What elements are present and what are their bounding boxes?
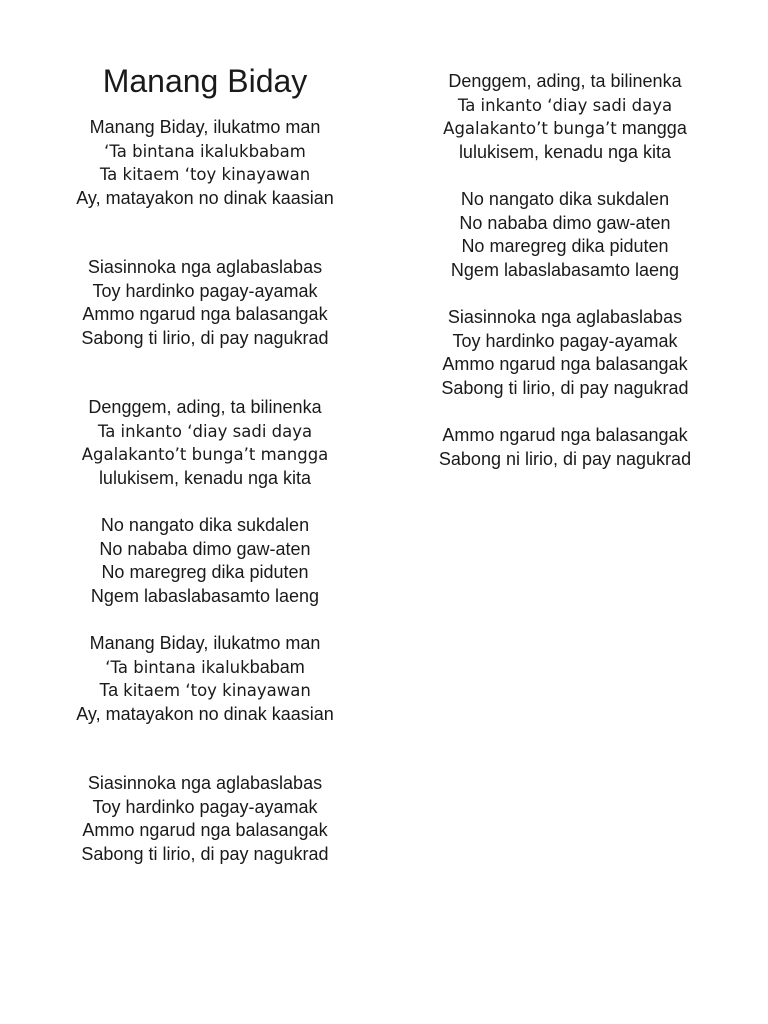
lyric-line: Siasinnoka nga aglabaslabas: [87, 257, 323, 277]
lyric-fragment: mangga: [616, 118, 687, 138]
lyric-line: Toy hardinko pagay-ayamak: [452, 330, 678, 351]
lyric-line: No nangato dika sukdalen: [460, 189, 670, 209]
lyric-line: Toy hardinko pagay-ayamak: [92, 280, 318, 301]
lyric-line: Denggem, ading, ta bilinenka: [448, 71, 682, 91]
right-stanza-2: [400, 188, 730, 282]
lyric-line: Ammo ngarud nga balasangak: [442, 354, 688, 374]
song-title: Manang Biday: [102, 63, 308, 99]
lyric-line: No maregreg dika piduten: [101, 562, 309, 582]
lyric-line: [40, 679, 370, 703]
left-stanza-3: [40, 396, 370, 490]
lyric-line: Siasinnoka nga aglabaslabas: [447, 307, 683, 327]
lyric-line: Ammo ngarud nga balasangak: [442, 425, 688, 445]
lyric-line: Manang Biday, ilukatmo man: [89, 117, 321, 137]
lyric-fragment: Ta: [99, 680, 124, 700]
lyric-line: Ta inkanto ‘diay sadi daya: [97, 421, 313, 441]
lyric-fragment: babam: [249, 656, 305, 677]
stanza-gap: [40, 210, 370, 256]
left-stanza-1: [40, 116, 370, 210]
lyric-line: Sabong ti lirio, di pay nagukrad: [81, 327, 329, 348]
left-stanza-5: [40, 632, 370, 726]
lyric-line: [400, 117, 730, 141]
lyric-line: Siasinnoka nga aglabaslabas: [87, 773, 323, 793]
lyric-line: Ammo ngarud nga balasangak: [82, 820, 328, 840]
lyric-line: ‘Ta bintana ikalukbabam: [104, 141, 306, 161]
left-stanza-2: [40, 256, 370, 350]
stanza-gap: [400, 282, 730, 306]
stanza-gap: [400, 400, 730, 424]
lyric-line: lulukisem, kenadu nga kita: [98, 467, 312, 488]
lyric-line: Ay, matayakon no dinak kaasian: [76, 703, 334, 724]
lyric-line: Ta inkanto ‘diay sadi daya: [457, 95, 673, 115]
stanza-gap: [40, 350, 370, 396]
lyric-line: Ngem labaslabasamto laeng: [90, 585, 320, 606]
right-stanza-4: [400, 424, 730, 471]
lyric-line: Ay, matayakon no dinak kaasian: [76, 187, 334, 208]
lyric-line: No maregreg dika piduten: [461, 236, 669, 256]
right-stanza-3: [400, 306, 730, 400]
lyric-line: No nangato dika sukdalen: [100, 515, 310, 535]
left-stanza-4: [40, 514, 370, 608]
lyric-line: Agalakanto’t bunga’t mangga: [81, 445, 329, 464]
lyric-line: lulukisem, kenadu nga kita: [458, 141, 672, 162]
lyric-line: Denggem, ading, ta bilinenka: [88, 397, 322, 417]
lyric-line: Toy hardinko pagay-ayamak: [92, 796, 318, 817]
lyric-fragment: kitaem ‘toy kinayawan: [123, 681, 311, 700]
stanza-gap: [40, 608, 370, 632]
stanza-gap: [40, 490, 370, 514]
lyric-line: [40, 656, 370, 680]
stanza-gap: [40, 726, 370, 772]
lyric-fragment: ‘Ta bintana ikaluk: [105, 657, 250, 677]
left-column: [40, 62, 370, 866]
right-stanza-1: [400, 70, 730, 164]
lyric-line: Sabong ti lirio, di pay nagukrad: [81, 843, 329, 864]
lyric-line: No nababa dimo gaw-aten: [459, 212, 671, 233]
lyric-line: Manang Biday, ilukatmo man: [89, 633, 321, 653]
lyric-line: No nababa dimo gaw-aten: [99, 538, 311, 559]
lyric-line: Sabong ni lirio, di pay nagukrad: [438, 448, 692, 469]
stanza-gap: [400, 164, 730, 188]
lyric-fragment: Agalakanto’t bunga’t: [443, 119, 617, 138]
lyric-line: Ammo ngarud nga balasangak: [82, 304, 328, 324]
left-stanza-6: [40, 772, 370, 866]
lyric-line: Sabong ti lirio, di pay nagukrad: [441, 377, 689, 398]
right-column: [400, 70, 730, 471]
lyric-line: Ta kitaem ‘toy kinayawan: [99, 165, 311, 184]
lyric-line: Ngem labaslabasamto laeng: [450, 259, 680, 280]
